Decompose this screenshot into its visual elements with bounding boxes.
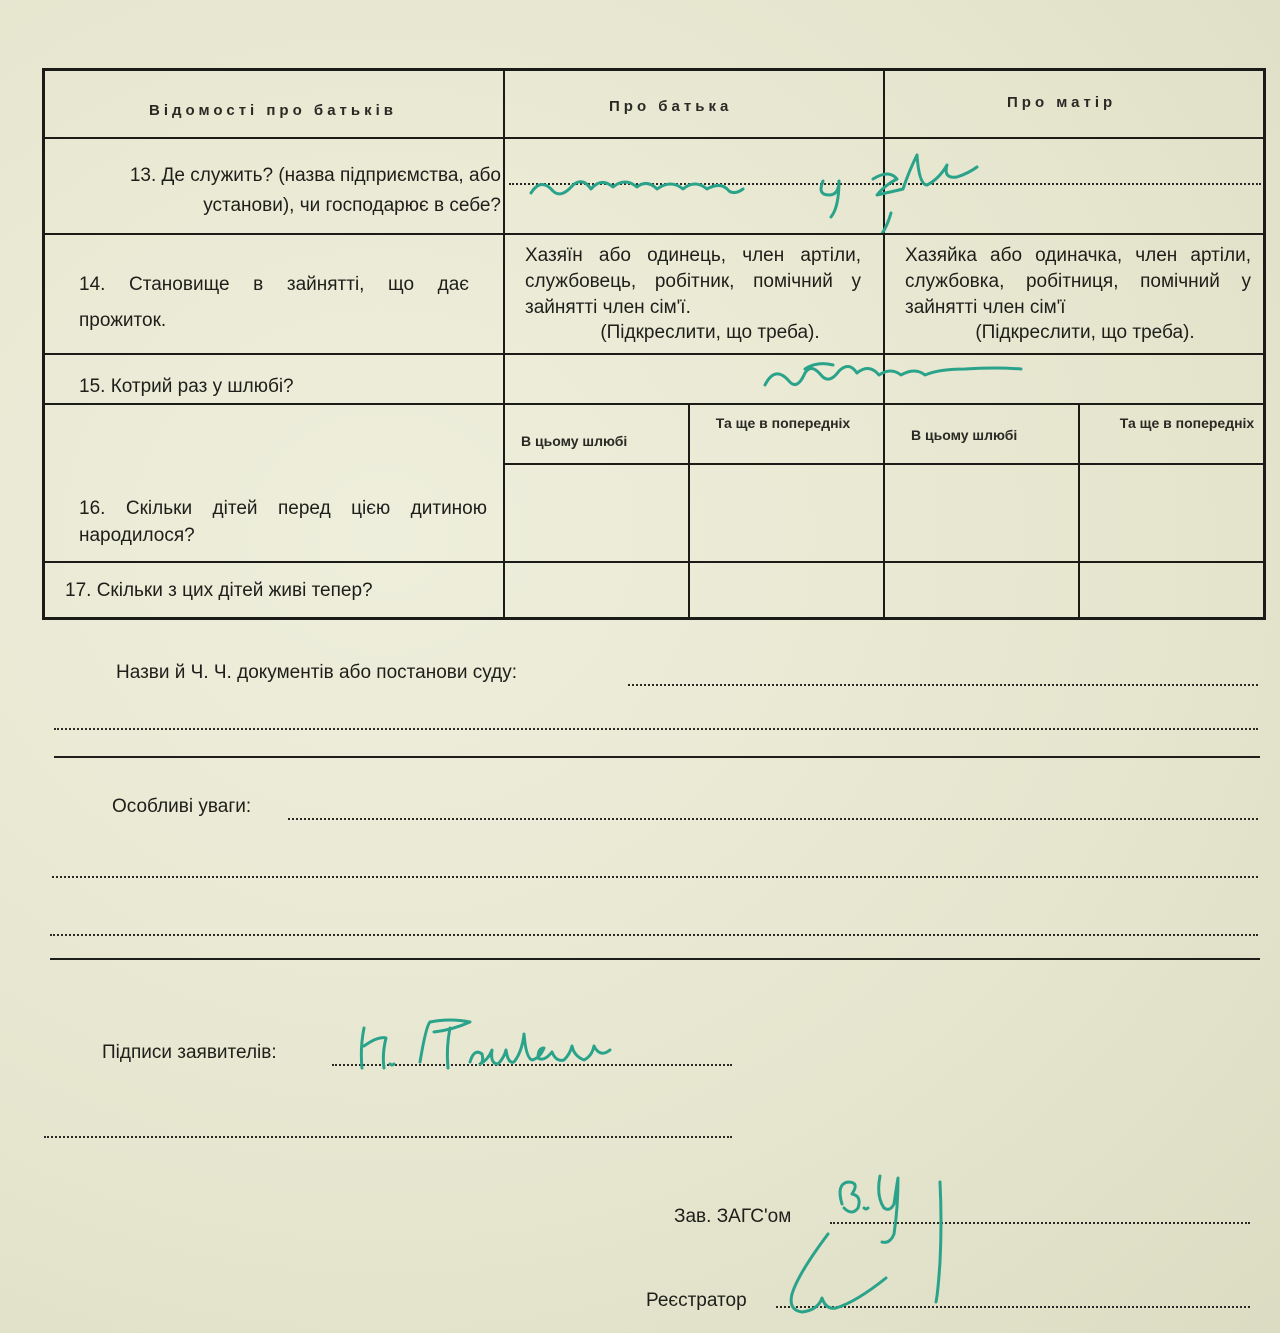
signatures-label: Підписи заявителів: [102, 1042, 277, 1063]
row13-label: 13. Де служить? (назва підприємства, або установи), чи господарює в себе? [129, 165, 501, 216]
parents-info-table [42, 68, 1266, 620]
row-divider-13 [45, 233, 1263, 235]
row13-father-handwriting [513, 153, 1033, 233]
row14-father-note: (Підкреслити, що треба). [600, 322, 820, 343]
row-divider-15 [45, 403, 1263, 405]
remarks-separator [50, 958, 1260, 960]
header-parents-info: Відомості про батьків [149, 102, 397, 119]
documents-line-2[interactable] [54, 728, 1258, 730]
col-divider-1 [503, 71, 505, 617]
documents-separator [54, 756, 1260, 758]
remarks-line-3[interactable] [50, 934, 1258, 936]
row15-handwriting [745, 355, 1065, 405]
row14-father-options: Хазяїн або одинець, член артіли, службовець, робітник, помічний у зайнятті член сім'ї. [525, 245, 861, 318]
row16-mother-sub-in-marriage: В цьому шлюбі [911, 427, 1018, 443]
remarks-line-2[interactable] [52, 876, 1258, 878]
row16-father-sub-previous: Та ще в попередніх [715, 415, 851, 431]
row-divider-16 [45, 561, 1263, 563]
row14-mother-options: Хазяйка або одиначка, член артіли, службовка, робітниця, помічний у зайнятті член сім'ї [905, 245, 1251, 318]
row16-mother-sub-previous: Та ще в попередніх [1119, 415, 1255, 431]
applicant-signature [350, 1012, 620, 1082]
col-divider-mother-sub [1078, 405, 1080, 617]
row14-label: 14. Становище в зайнятті, що дає прожиток. [79, 274, 469, 331]
zags-head-label: Зав. ЗАГС'ом [674, 1206, 792, 1227]
row16-father-sub-in-marriage: В цьому шлюбі [521, 433, 628, 449]
col-divider-father-sub [688, 405, 690, 617]
row15-label: 15. Котрий раз у шлюбі? [79, 376, 294, 397]
registrar-label: Реєстратор [646, 1290, 747, 1311]
signatures-line-2[interactable] [44, 1136, 732, 1138]
documents-line-1[interactable] [628, 684, 1258, 686]
registrar-signature [770, 1224, 920, 1324]
header-father: Про батька [609, 98, 733, 115]
remarks-label: Особливі уваги: [112, 796, 252, 817]
documents-label: Назви й Ч. Ч. документів або постанови суду: [116, 662, 517, 683]
row14-mother-note: (Підкреслити, що треба). [975, 322, 1195, 343]
row17-label: 17. Скільки з цих дітей живі тепер? [65, 580, 373, 601]
row-divider-16-sub [503, 463, 1263, 465]
row-divider-header [45, 137, 1263, 139]
remarks-line-1[interactable] [288, 818, 1258, 820]
row-divider-14 [45, 353, 1263, 355]
row16-label: 16. Скільки дітей перед цією дитиною народилося? [79, 498, 487, 546]
header-mother: Про матір [1007, 94, 1117, 111]
